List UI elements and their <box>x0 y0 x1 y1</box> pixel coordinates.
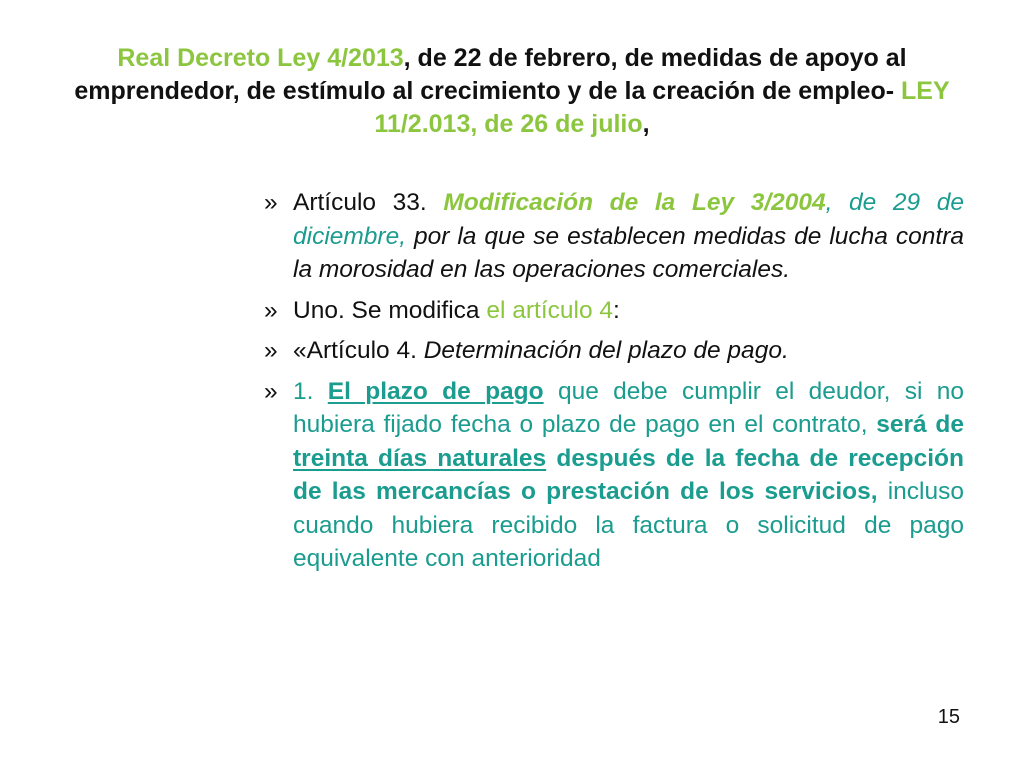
bullet-marker: » <box>264 296 278 324</box>
item-bold-text: será de <box>876 411 964 438</box>
item-date-reference: , de 29 de diciembre, <box>293 189 965 250</box>
item-text: «Artículo 4. <box>293 337 424 364</box>
item-underlined-term: El plazo de pago <box>327 377 544 405</box>
item-emphasis-law-modification: Modificación de la Ley 3/2004 <box>443 189 826 216</box>
item-italic-text: por la que se establecen medidas de lucha contra la morosidad en las operaciones comerciales. <box>293 222 964 283</box>
item-number: 1. <box>293 377 328 405</box>
list-item-article-4 <box>262 334 964 368</box>
item-underlined-days: treinta días naturales <box>293 444 547 472</box>
item-text: que debe cumplir el deudor, si no hubiera fijado fecha o plazo de pago en el contrato, <box>293 377 964 438</box>
bullet-marker: » <box>264 377 278 405</box>
title-decree-name: Real Decreto Ley 4/2013 <box>117 44 404 72</box>
item-bold-continuation: después de la fecha de recepción de las mercancías o prestación de los servicios, <box>293 444 964 505</box>
list-item-uno <box>262 294 964 328</box>
item-article-reference: el artículo 4 <box>486 296 614 324</box>
list-item-article-33 <box>262 186 964 287</box>
title-decree-description: , de 22 de febrero, de medidas de apoyo al emprendedor, de estímulo al crecimiento y de la creación de empleo- <box>74 44 907 105</box>
title-trailing-comma: , <box>642 110 650 138</box>
item-colon: : <box>613 296 620 324</box>
list-item-plazo <box>262 375 964 576</box>
item-text: Artículo 33. <box>293 189 444 216</box>
content-list <box>262 186 964 583</box>
item-italic-heading: Determinación del plazo de pago. <box>423 337 789 364</box>
bullet-marker: » <box>264 337 278 364</box>
bullet-marker: » <box>264 189 278 216</box>
item-text: Uno. Se modifica <box>293 296 487 324</box>
slide-title <box>40 42 984 141</box>
title-law-reference: LEY 11/2.013, de 26 de julio <box>374 77 950 138</box>
item-closing-text: incluso cuando hubiera recibido la factura o solicitud de pago equivalente con anterioridad <box>293 478 964 572</box>
page-number: 15 <box>937 706 960 728</box>
